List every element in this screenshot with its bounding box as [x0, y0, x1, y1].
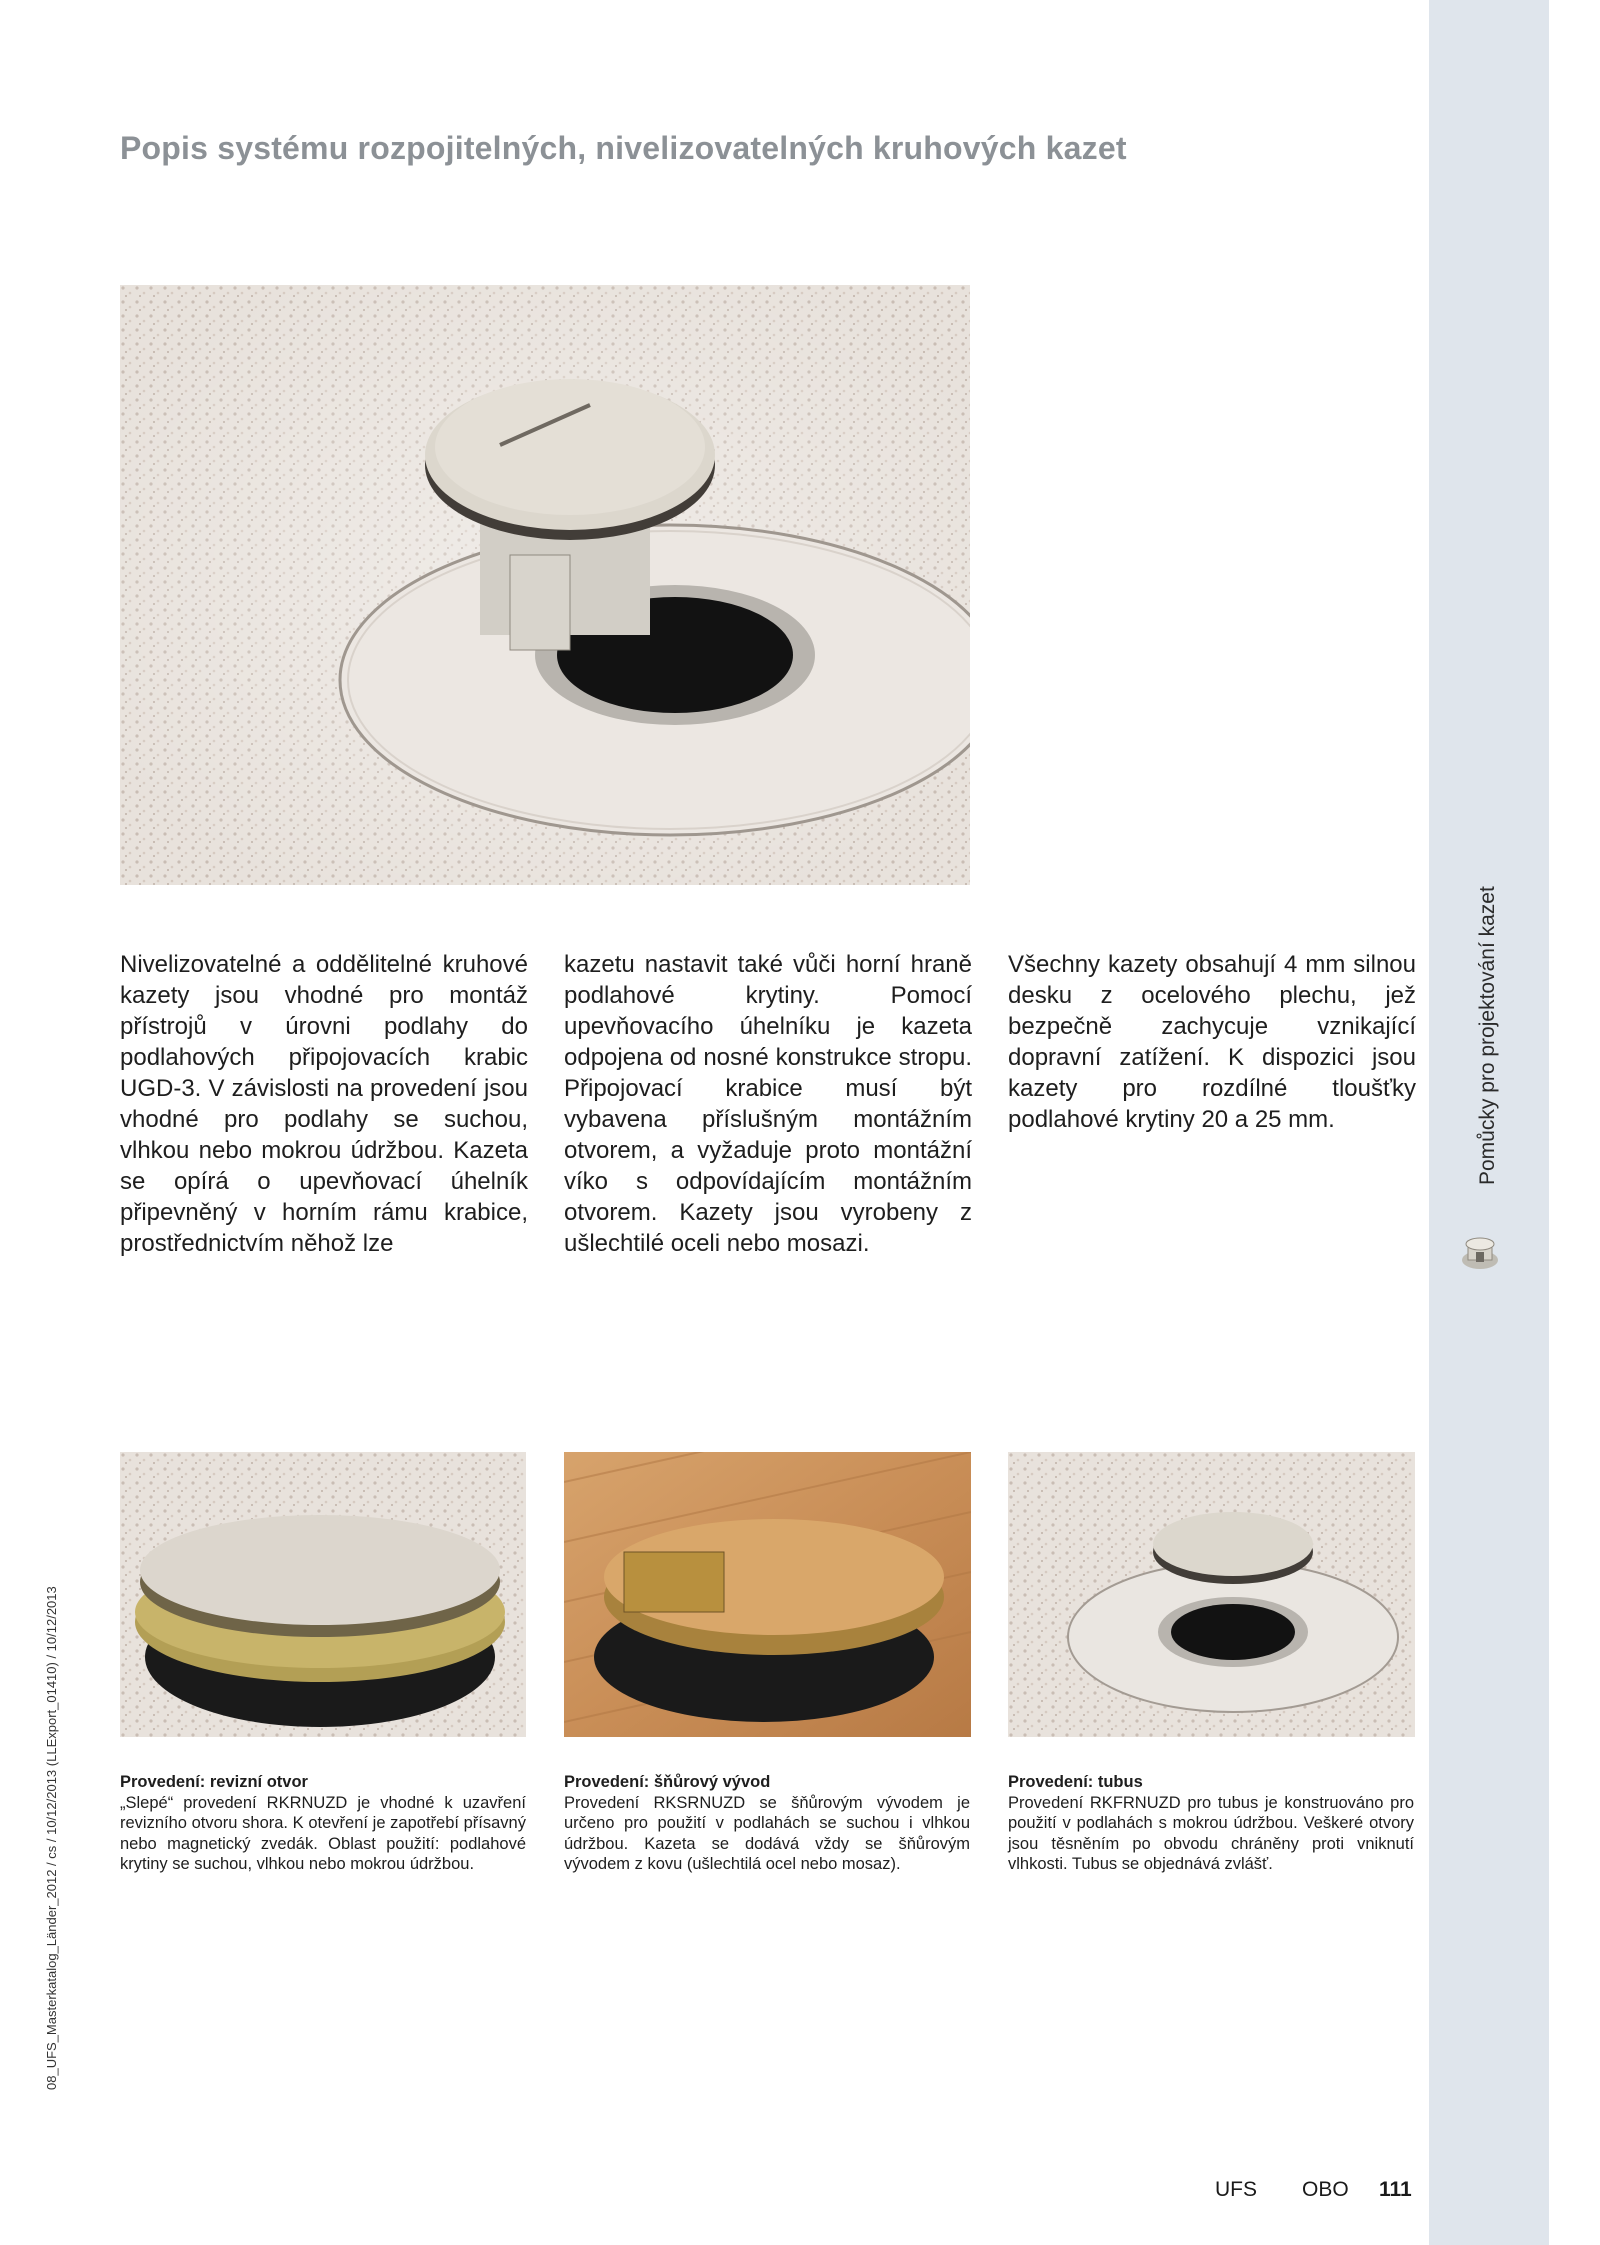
variant-heading: Provedení: šňůrový vývod: [564, 1773, 771, 1791]
page-number: 111: [1379, 2178, 1412, 2201]
footer-brand-ufs: UFS: [1215, 2178, 1257, 2201]
page-title: Popis systému rozpojitelných, nivelizovatelných kruhových kazet: [120, 130, 1127, 166]
intro-column-1: Nivelizovatelné a oddělitelné kruhové kazety jsou vhodné pro montáž přístrojů v úrovni podlahy do podlahových připojovacích krabic UGD-3. V závislosti na provedení jsou vhodné pro podlahy se suchou, vlhkou nebo mokrou údržbou. Kazeta se opírá o upevňovací úhelník připevněný v horním rámu krabice, prostřednictvím něhož lze: [120, 951, 528, 1257]
variant-caption-cord-outlet: [564, 1772, 970, 1875]
variant-caption-inspection-opening: [120, 1772, 526, 1875]
main-product-photo: [120, 285, 970, 885]
intro-column-3: Všechny kazety obsahují 4 mm silnou desku z ocelového plechu, jež bezpečně zachycuje vznikající dopravní zatížení. K dispozici jsou kazety pro rozdílné tloušťky podlahové krytiny 20 a 25 mm.: [1008, 951, 1416, 1133]
variant-text: Provedení RKFRNUZD pro tubus je konstruováno pro použití v podlahách s mokrou údržbou. Veškeré otvory jsou těsněním po obvodu chráněny proti vniknutí vlhkosti. Tubus se objednává zvlášť.: [1008, 1793, 1414, 1873]
variant-heading: Provedení: tubus: [1008, 1773, 1143, 1791]
variant-text: „Slepé“ provedení RKRNUZD je vhodné k uzavření revizního otvoru shora. K otevření je zapotřebí přísavný nebo magnetický zvedák. Oblast použití: podlahové krytiny se suchou, vlhkou nebo mokrou údržbou.: [120, 1793, 526, 1873]
variant-photo-tube: [1008, 1452, 1415, 1737]
floor-box-icon: [1455, 1230, 1505, 1276]
variant-caption-tube: [1008, 1772, 1414, 1875]
footer-brand-obo: OBO: [1302, 2178, 1349, 2201]
document-code: 08_UFS_Masterkatalog_Länder_2012 / cs / 10/12/2013 (LLExport_01410) / 10/12/2013: [44, 1586, 59, 2090]
variant-heading: Provedení: revizní otvor: [120, 1773, 308, 1791]
intro-column-2: kazetu nastavit také vůči horní hraně podlahové krytiny. Pomocí upevňovacího úhelníku je kazeta odpojena od nosné konstrukce stropu. Připojovací krabice musí být vybavena příslušným montážním otvorem, a vyžaduje proto montážní víko s odpovídajícím montážním otvorem. Kazety jsou vyrobeny z ušlechtilé oceli nebo mosazi.: [564, 951, 972, 1257]
sidebar-section-title: Pomůcky pro projektování kazet: [1476, 886, 1499, 1185]
variant-photo-inspection-opening: [120, 1452, 526, 1737]
variant-text: Provedení RKSRNUZD se šňůrovým vývodem je určeno pro použití v podlahách se suchou i vlhkou údržbou. Kazeta se dodává vždy se šňůrovým vývodem z kovu (ušlechtilá ocel nebo mosaz).: [564, 1793, 970, 1873]
variant-photo-cord-outlet: [564, 1452, 971, 1737]
